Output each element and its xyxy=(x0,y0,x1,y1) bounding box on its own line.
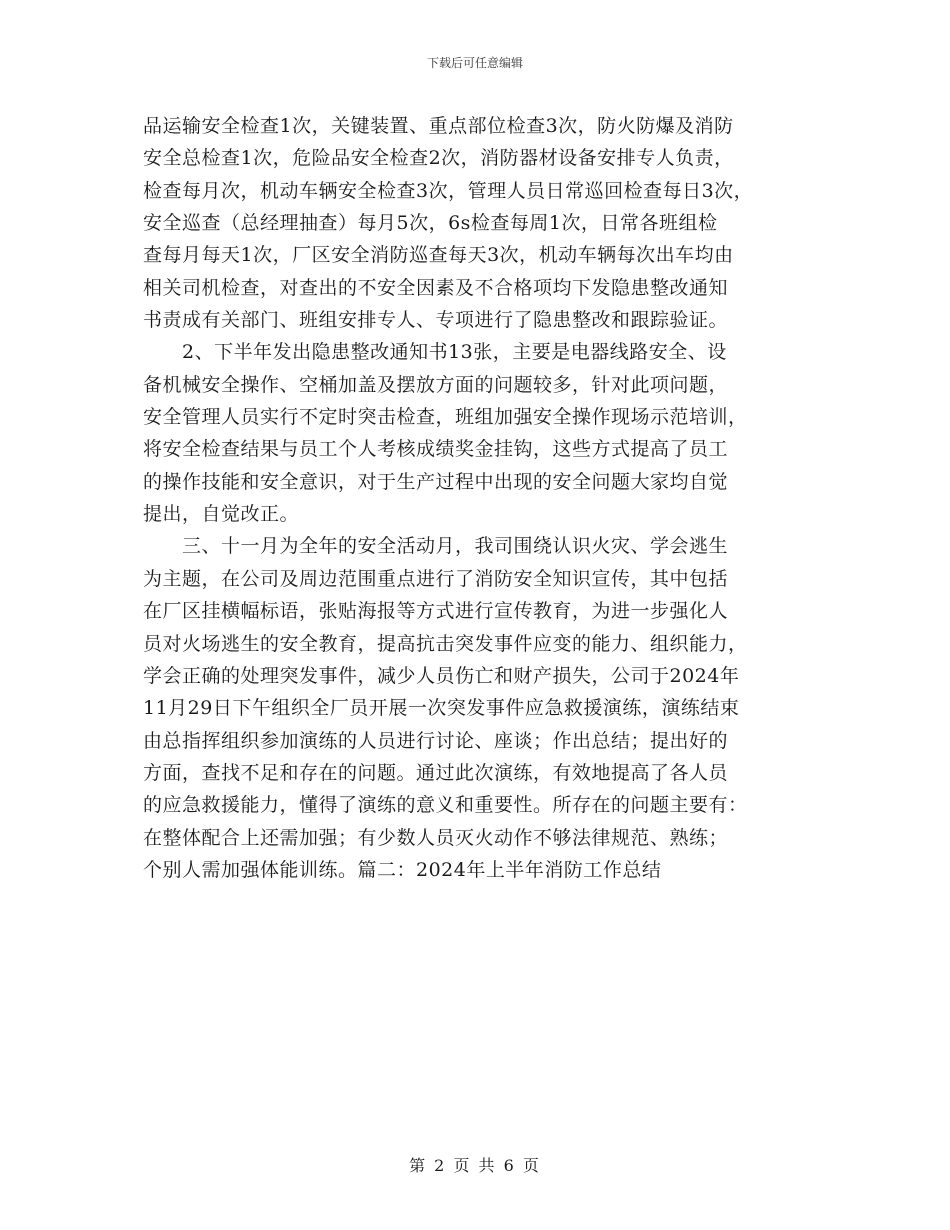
body-line: 在厂区挂横幅标语，张贴海报等方式进行宣传教育，为进一步强化人 xyxy=(143,600,729,623)
body-line: 的应急救援能力，懂得了演练的意义和重要性。所存在的问题主要有： xyxy=(143,794,748,817)
body-line: 方面，查找不足和存在的问题。通过此次演练，有效地提高了各人员 xyxy=(143,761,729,784)
body-line: 安全总检查1次，危险品安全检查2次，消防器材设备安排专人负责， xyxy=(143,147,734,170)
body-line: 个别人需加强体能训练。篇二：2024年上半年消防工作总结 xyxy=(143,858,662,881)
page-footer: 第 2 页 共 6 页 xyxy=(409,1156,541,1175)
body-line: 书责成有关部门、班组安排专人、专项进行了隐患整改和跟踪验证。 xyxy=(143,309,729,332)
body-line: 11月29日下午组织全厂员开展一次突发事件应急救援演练，演练结束 xyxy=(143,697,740,720)
body-line: 安全管理人员实行不定时突击检查，班组加强安全操作现场示范培训， xyxy=(143,406,748,429)
body-line: 品运输安全检查1次，关键装置、重点部位检查3次，防火防爆及消防 xyxy=(143,115,734,137)
body-line: 查每月每天1次，厂区安全消防巡查每天3次，机动车辆每次出车均由 xyxy=(143,244,734,267)
page-header: 下载后可任意编辑 xyxy=(426,56,523,70)
body-line: 2、下半年发出隐患整改通知书13张，主要是电器线路安全、设 xyxy=(143,341,727,364)
document-body xyxy=(143,110,823,886)
body-line: 的操作技能和安全意识，对于生产过程中出现的安全问题大家均自觉 xyxy=(143,470,729,493)
body-line: 安全巡查（总经理抽查）每月5次，6s检查每周1次，日常各班组检 xyxy=(143,212,718,235)
body-line: 在整体配合上还需加强；有少数人员灭火动作不够法律规范、熟练； xyxy=(143,826,729,849)
body-line: 将安全检查结果与员工个人考核成绩奖金挂钩，这些方式提高了员工 xyxy=(143,438,729,461)
body-line: 相关司机检查，对查出的不安全因素及不合格项均下发隐患整改通知 xyxy=(143,276,729,299)
body-line: 为主题，在公司及周边范围重点进行了消防安全知识宣传，其中包括 xyxy=(143,567,729,590)
body-line: 由总指挥组织参加演练的人员进行讨论、座谈；作出总结；提出好的 xyxy=(143,729,729,752)
body-line: 员对火场逃生的安全教育，提高抗击突发事件应变的能力、组织能力， xyxy=(143,632,748,655)
body-line: 检查每月次，机动车辆安全检查3次，管理人员日常巡回检查每日3次， xyxy=(143,179,754,202)
body-line: 学会正确的处理突发事件，减少人员伤亡和财产损失，公司于2024年 xyxy=(143,664,740,687)
body-line: 备机械安全操作、空桶加盖及摆放方面的问题较多，针对此项问题， xyxy=(143,373,729,396)
body-line: 提出，自觉改正。 xyxy=(143,503,300,526)
body-line: 三、十一月为全年的安全活动月，我司围绕认识火灾、学会逃生 xyxy=(143,535,729,558)
